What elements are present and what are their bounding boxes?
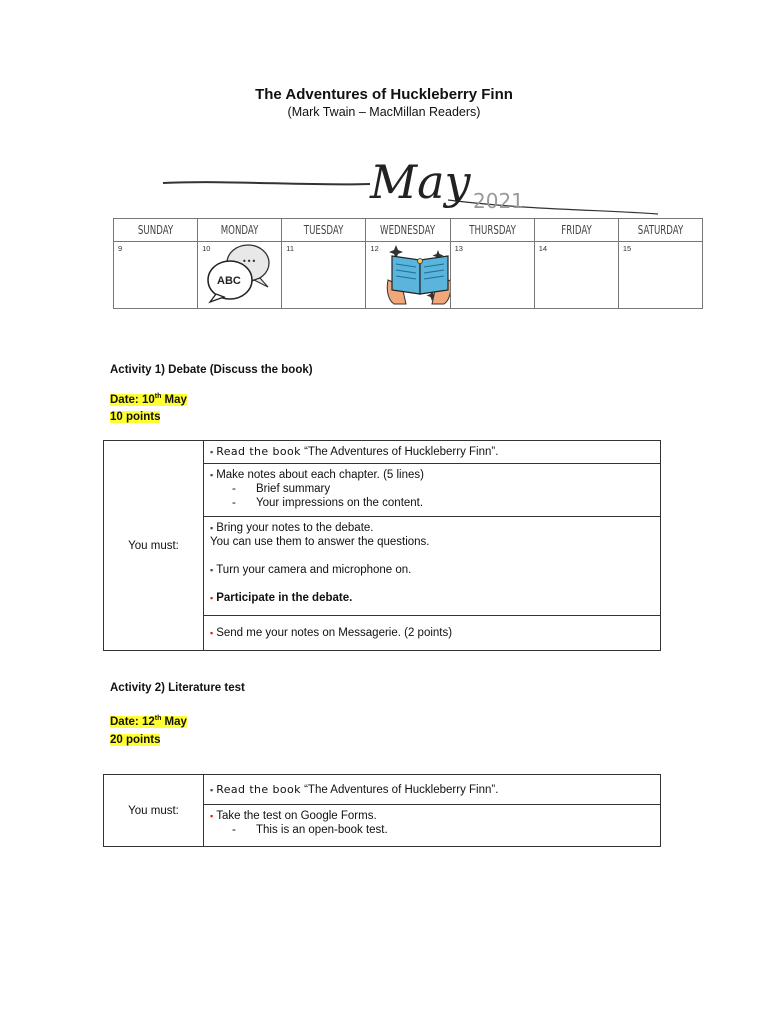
calendar-cell bbox=[534, 242, 618, 309]
test-sub-item: - This is an open-book test. bbox=[210, 823, 654, 837]
calendar-cell bbox=[450, 242, 534, 309]
day-header-monday: MONDAY bbox=[220, 223, 259, 237]
day-header-friday: FRIDAY bbox=[561, 223, 592, 237]
day-header-saturday: SATURDAY bbox=[637, 223, 684, 237]
calendar-cell bbox=[281, 242, 365, 309]
activity1-table bbox=[103, 440, 661, 651]
day-header-thursday: THURSDAY bbox=[468, 223, 516, 237]
table-row bbox=[204, 805, 661, 847]
speech-bubbles-icon bbox=[198, 242, 282, 306]
bring-notes-detail: You can use them to answer the questions. bbox=[210, 536, 430, 548]
calendar-day-headers bbox=[113, 218, 703, 242]
activity2-date-month: May bbox=[161, 716, 187, 728]
calendar-year: 2021 bbox=[473, 189, 524, 213]
table-row bbox=[204, 616, 661, 651]
activity2-points-text: 20 points bbox=[110, 734, 161, 746]
speech-bubble-text: ABC bbox=[217, 275, 241, 287]
activity1-points bbox=[110, 407, 160, 425]
activity2-points bbox=[110, 730, 160, 748]
calendar-week-row bbox=[113, 242, 703, 309]
table-label: You must: bbox=[104, 775, 204, 847]
calendar-cell bbox=[113, 242, 197, 309]
document-title: The Adventures of Huckleberry Finn bbox=[255, 86, 513, 103]
day-header-tuesday: TUESDAY bbox=[304, 223, 344, 237]
table-label: You must: bbox=[104, 441, 204, 651]
activity2-date-text: Date: 12 bbox=[110, 716, 155, 728]
calendar-grid bbox=[113, 218, 703, 310]
day-header-sunday: SUNDAY bbox=[137, 223, 174, 237]
document-subtitle: (Mark Twain – MacMillan Readers) bbox=[287, 105, 481, 119]
calendar-banner bbox=[108, 150, 708, 222]
calendar-cell bbox=[365, 242, 449, 309]
read-instruction: Read the book bbox=[216, 782, 301, 796]
activity1-date-month: May bbox=[161, 394, 187, 406]
date-number: 14 bbox=[538, 244, 548, 253]
activity2-date-sup: th bbox=[154, 715, 162, 723]
calendar bbox=[108, 150, 708, 315]
activity1-date bbox=[110, 390, 187, 408]
activity2-heading: Activity 2) Literature test bbox=[110, 682, 245, 694]
read-instruction: Read the book bbox=[216, 445, 301, 458]
calendar-cell bbox=[197, 242, 281, 309]
activity2-table bbox=[103, 774, 661, 847]
table-row bbox=[204, 517, 661, 616]
bring-notes-instruction: Bring your notes to the debate. bbox=[216, 522, 374, 534]
notes-sub-item: - Brief summary bbox=[210, 482, 654, 496]
reading-book-icon bbox=[366, 242, 450, 306]
activity2-date bbox=[110, 712, 187, 730]
camera-instruction: Turn your camera and microphone on. bbox=[216, 564, 412, 576]
day-header-wednesday: WEDNESDAY bbox=[380, 223, 436, 237]
activity1-heading: Activity 1) Debate (Discuss the book) bbox=[110, 364, 313, 376]
date-number: 10 bbox=[202, 244, 211, 253]
date-number: 15 bbox=[622, 244, 632, 253]
book-title: “The Adventures of Huckleberry Finn”. bbox=[300, 783, 499, 796]
date-number: 13 bbox=[454, 244, 463, 253]
send-notes-instruction: Send me your notes on Messagerie. (2 points) bbox=[216, 627, 453, 639]
table-row bbox=[204, 441, 661, 464]
svg-text:•••: ••• bbox=[242, 257, 257, 266]
activity1-date-text: Date: 10 bbox=[110, 394, 155, 406]
date-number: 12 bbox=[370, 244, 379, 253]
participate-instruction: Participate in the debate. bbox=[216, 592, 353, 604]
notes-sub-item: - Your impressions on the content. bbox=[210, 496, 654, 510]
activity1-points-text: 10 points bbox=[110, 411, 161, 423]
date-number: 11 bbox=[286, 244, 295, 253]
table-row bbox=[204, 775, 661, 805]
calendar-cell bbox=[618, 242, 703, 309]
activity1-date-sup: th bbox=[154, 393, 162, 401]
book-title: “The Adventures of Huckleberry Finn”. bbox=[300, 446, 499, 458]
table-row bbox=[204, 464, 661, 517]
test-instruction: Take the test on Google Forms. bbox=[216, 810, 377, 822]
notes-instruction: Make notes about each chapter. (5 lines) bbox=[216, 469, 424, 481]
date-number: 9 bbox=[118, 244, 123, 253]
calendar-month: May bbox=[370, 155, 471, 209]
